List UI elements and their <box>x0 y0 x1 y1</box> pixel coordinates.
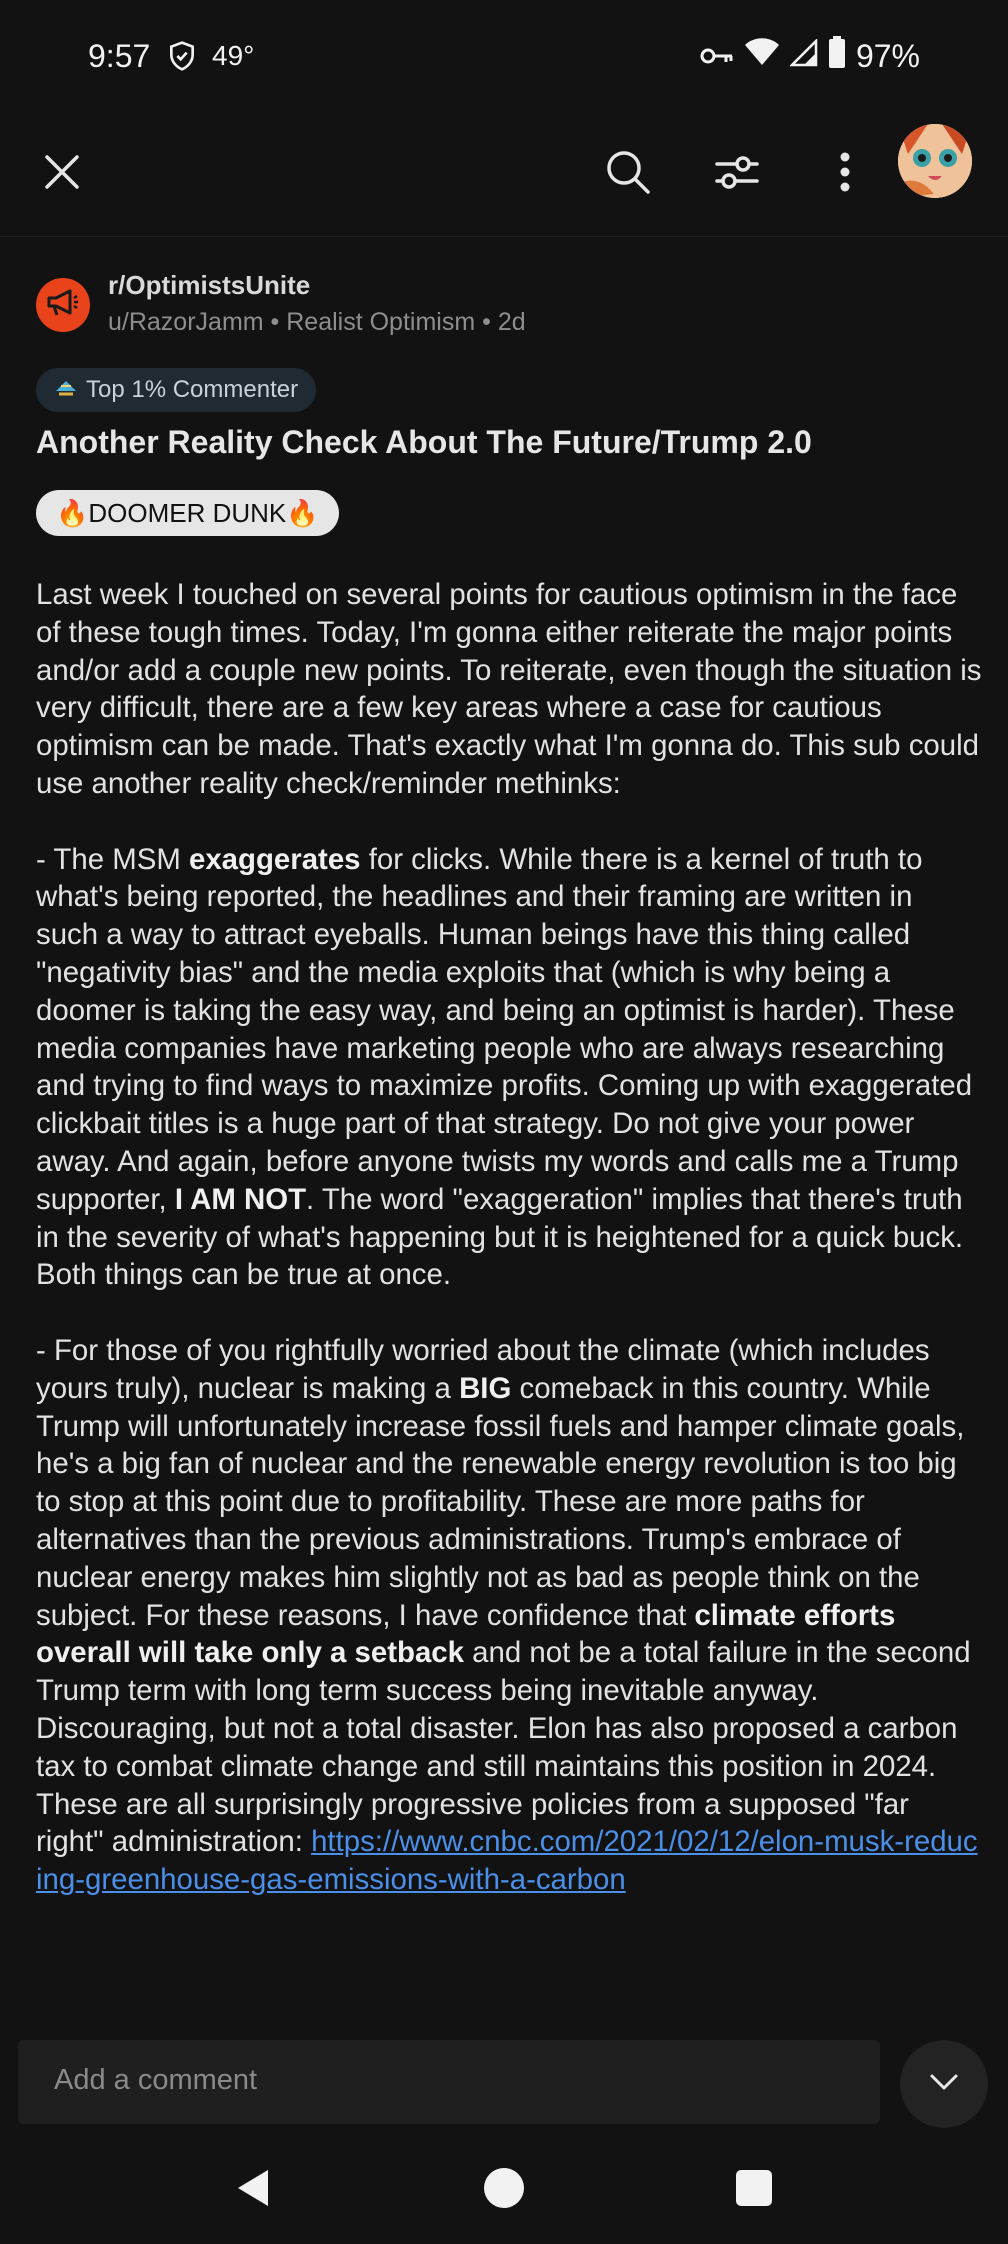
comment-input[interactable] <box>18 2040 880 2124</box>
home-icon <box>483 2167 525 2214</box>
user-avatar[interactable] <box>898 124 972 198</box>
subreddit-icon[interactable] <box>36 278 90 332</box>
key-icon <box>700 38 734 75</box>
battery-percent: 97% <box>855 37 920 74</box>
post-body <box>36 576 982 1899</box>
text-run: - For those of you rightfully worried about the climate (which includes yours truly), nuclear is making a <box>36 1333 930 1405</box>
recents-button[interactable] <box>724 2160 784 2220</box>
scroll-down-button[interactable] <box>900 2040 988 2128</box>
home-button[interactable] <box>474 2160 534 2220</box>
subreddit-name[interactable]: r/OptimistsUnite <box>108 270 311 300</box>
more-options-button[interactable] <box>805 112 885 236</box>
back-button[interactable] <box>224 2160 284 2220</box>
status-time: 9:57 <box>88 38 151 74</box>
badge-label: Top 1% Commenter <box>86 376 299 403</box>
back-icon <box>234 2168 274 2213</box>
post-meta <box>108 308 526 337</box>
meta-separator: • <box>482 308 498 336</box>
wifi-icon <box>744 37 780 75</box>
signal-icon <box>790 38 818 75</box>
comment-placeholder: Add a comment <box>54 2064 258 2096</box>
meta-separator: • <box>270 308 287 336</box>
bold-text: I AM NOT <box>174 1182 307 1216</box>
text-run: and not be a total failure in the second Trump term with long term success being inevitable anyway. Discouraging, but not a total disaster. Elon has also proposed a carbon tax to combat climate change and still maintains this position in 2024. These are all surprisingly progressive policies from a supposed "far right" administration: <box>36 1636 971 1859</box>
text-run: for clicks. While there is a kernel of truth to what's being reported, the headlines and their framing are written in such a way to attract eyeballs. Human beings have this thing called "negativity bias" and the media exploits that (which is why being a doomer is taking the easy way, and being an optimist is harder). These media companies have marketing people who are always researching and trying to find ways to maximize profits. Coming up with exaggerated clickbait titles is a huge part of that strategy. Do not give your power away. And again, before anyone twists my words and calls me a Trump supporter, <box>36 842 973 1216</box>
post-paragraph <box>36 841 982 1295</box>
shield-icon <box>166 40 198 77</box>
post-age: 2d <box>497 308 526 336</box>
battery-icon <box>828 36 846 76</box>
status-temperature: 49° <box>212 40 255 71</box>
search-button[interactable] <box>588 112 668 236</box>
bold-text: climate efforts overall will take only a setback <box>36 1598 896 1670</box>
post-author[interactable]: u/RazorJamm <box>108 308 264 336</box>
text-run: - The MSM <box>36 842 189 876</box>
commenter-badge[interactable] <box>36 368 316 412</box>
system-nav-bar <box>0 2150 1008 2244</box>
text-run: comeback in this country. While Trump will unfortunately increase fossil fuels and hamper climate goals, he's a big fan of nuclear and the renewable energy revolution is too big to stop at this point due to profitability. These are more paths for alternatives than the previous administrations. Trump's embrace of nuclear energy makes him slightly not as bad as people think on the subject. For these reasons, I have confidence that <box>36 1371 965 1632</box>
megaphone-icon <box>46 288 80 323</box>
close-icon <box>44 154 80 195</box>
app-bar <box>0 112 1008 237</box>
bold-text: BIG <box>459 1371 512 1405</box>
chevron-down-icon <box>929 2073 959 2096</box>
close-button[interactable] <box>22 112 102 236</box>
post-paragraph <box>36 1332 982 1899</box>
search-icon <box>605 149 651 200</box>
filter-icon <box>715 154 759 195</box>
badge-icon <box>54 376 78 404</box>
post-title: Another Reality Check About The Future/Trump 2.0 <box>36 424 812 460</box>
bold-text: exaggerates <box>188 842 361 876</box>
status-bar <box>0 0 1008 112</box>
status-right <box>700 36 920 76</box>
article-link[interactable]: https://www.cnbc.com/2021/02/12/elon-musk-reducing-greenhouse-gas-emissions-with-a-carbon <box>36 1825 978 1897</box>
post-paragraph: Last week I touched on several points for cautious optimism in the face of these tough times. Today, I'm gonna either reiterate the major points and/or add a couple new points. To reiterate, even though the situation is very difficult, there are a few key areas where a case for cautious optimism can be made. That's exactly what I'm gonna do. This sub could use another reality check/reminder methinks: <box>36 578 982 800</box>
user-flair: Realist Optimism <box>286 308 476 336</box>
post-flair[interactable]: 🔥DOOMER DUNK🔥 <box>36 490 339 536</box>
recents-icon <box>735 2169 773 2212</box>
more-vert-icon <box>839 152 851 197</box>
text-run: . The word "exaggeration" implies that there's truth in the severity of what's happening but it is heightened for a quick buck. Both things can be true at once. <box>36 1182 964 1292</box>
filter-button[interactable] <box>697 112 777 236</box>
